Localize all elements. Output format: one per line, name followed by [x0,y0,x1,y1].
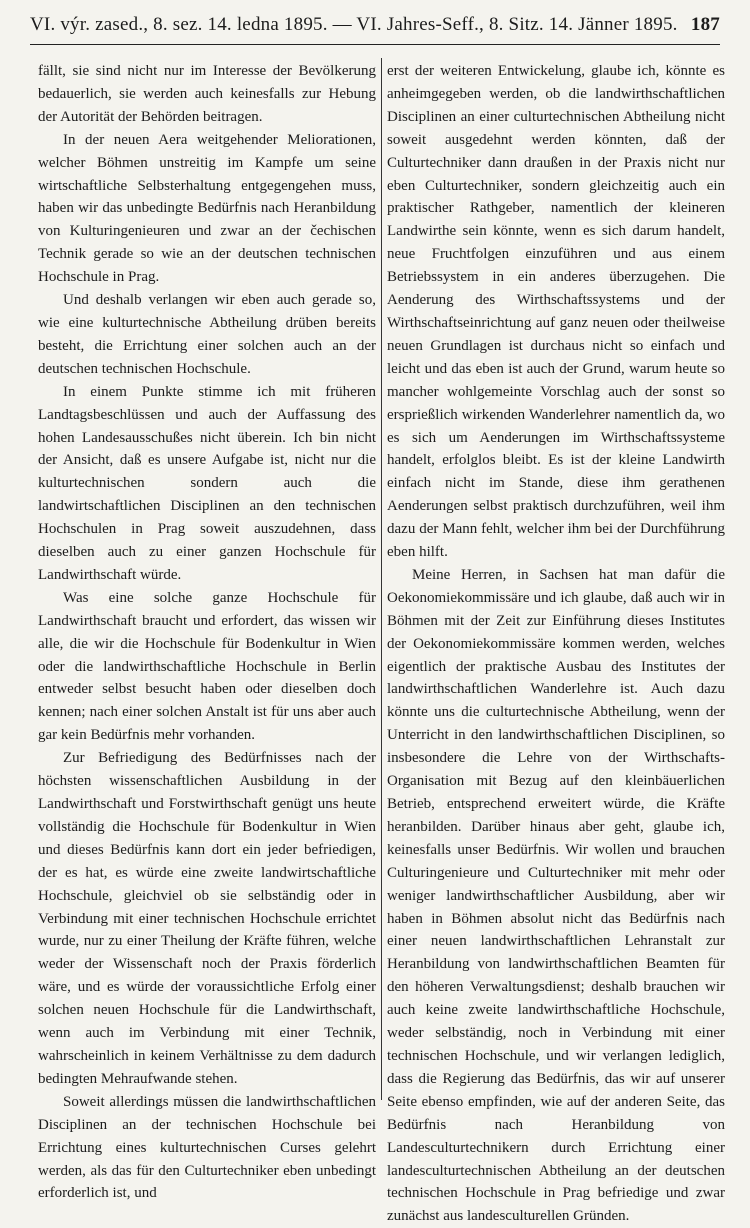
paragraph: fällt, sie sind nicht nur im Interesse der Bevölkerung bedauerlich, sie werden auch keinesfalls zur Hebung der Autorität der Behörden beitragen. [38,63,376,125]
paragraph: Zur Befriedigung des Bedürfnisses nach der höchsten wissenschaftlichen Ausbildung in der Landwirthschaft und Forstwirthschaft genügt uns heute vollständig die Hochschule für Bodenkultur in Wien und dieses Bedürfnis kann dort ein jeder befriedigen, der es hat, es würde eine zweite landwirtschaftliche Hochschule, gleichviel ob sie selbständig oder in Verbindung mit einer technischen Hochschule errichtet wurde, nur zu einer Theilung der Kräfte führen, welche weder der Wissenschaft noch der Praxis förderlich wäre, und es würde der voraussichtliche Erfolg einer solchen neuen Hochschule für die Landwirthschaft, wenn auch im Verbindung mit einer Technik, wahrscheinlich in keinem Verhältnisse zu dem dadurch bedingten Mehraufwande stehen. [38,750,376,1087]
paragraph: In der neuen Aera weitgehender Meliorationen, welcher Böhmen unstreitig im Kampfe um seine wirtschaftliche Selbsterhaltung entgegengehen muss, haben wir das unbedingte Bedürfnis nach Heranbildung von Kulturingenieuren und zwar an der čechischen Technik gerade so wie an der deutschen technischen Hochschule in Prag. [38,131,376,286]
right-column [387,60,725,1228]
paragraph: Meine Herren, in Sachsen hat man dafür die Oekonomiekommissäre und ich glaube, daß auch wir in Böhmen mit der Zeit zur Einführung dieses Institutes der Oekonomiekommissäre kommen werden, welches eigentlich der praktische Ausbau des Institutes der landwirthschaftlichen Wanderlehre ist. Auch dazu könnte uns die culturtechnische Abtheilung, wenn der Unterricht in den landwirthschaftlichen Disciplinen, so insbesondere die Lehre von der Wirthschafts-Organisation mit Bezug auf den kleinbäuerlichen Betrieb, entsprechend erweitert würde, die Kräfte heranbilden. Darüber hinaus aber geht, glaube ich, keinesfalls unser Bedürfnis. Wir wollen und brauchen Culturingenieure und Culturtechniker mit mehr oder weniger landwirthschaftlicher Ausbildung, aber wir haben in Böhmen absolut nicht das Bedürfnis nach einer neuen landwirthschaftlichen Lehranstalt zur Heranbildung von landwirthschaftlichen Beamten für den höheren Verwaltungsdienst; deshalb brauchen wir auch keine zweite landwirthschaftliche Hochschule, weder selbständig, noch in Verbindung mit einer technischen Hochschule, und wir verlangen lediglich, dass die Regierung das Bedürfnis, das wir auf unserer Seite ebenso empfinden, wie auf der anderen Seite, das Bedürfnis nach Heranbildung von Landesculturtechnikern durch Errichtung einer landesculturtechnischen Abtheilung an der deutschen technischen Hochschule in Prag befriedige und zwar zunächst aus landesculturellen Gründen. [387,566,725,1225]
paragraph: Soweit allerdings müssen die landwirthschaftlichen Disciplinen an der technischen Hochschule bei Errichtung eines kulturtechnischen Curses gelehrt werden, als das für den Culturtechniker eben unbedingt erforderlich ist, und [38,1093,376,1202]
running-header [30,10,720,40]
paragraph: Und deshalb verlangen wir eben auch gerade so, wie eine kulturtechnische Abtheilung drüben bereits besteht, die Errichtung einer solchen auch an der deutschen technischen Hochschule. [38,292,376,377]
page-number: 187 [690,14,720,35]
header-rule [30,44,720,45]
paragraph: erst der weiteren Entwickelung, glaube ich, könnte es anheimgegeben werden, ob die landwirthschaftlichen Disciplinen an einer culturtechnischen Abtheilung nicht soweit ausgedehnt werden könnten, daß der Culturtechniker dann draußen in der Praxis nicht nur eben Culturtechniker, sondern gleichzeitig auch ein praktischer Rathgeber, namentlich der kleineren Landwirthe sein könnte, wenn es sich darum handelt, neue Fruchtfolgen einzuführen und aus einem Betriebssystem in ein anderes überzugehen. Die Aenderung des Wirthschaftssystems und der Wirthschaftseinrichtung auf ganz neuen oder theilweise neuen Grundlagen ist durchaus nicht so einfach und leicht und das eben ist auch der Grund, warum heute so mancher wohlgemeinte Vorschlag auch der sonst so ersprießlich wirkenden Wanderlehrer namentlich da, wo es sich um Aenderungen im Wirthschaftssysteme handelt, erfolglos bleibt. Es ist der kleine Landwirth einfach nicht im Stande, diese ihm gerathenen Aenderungen selbst praktisch durchzuführen, weil ihm dazu der Mann fehlt, welcher ihm bei der Durchführung eben hilft. [387,63,725,561]
paragraph: Was eine solche ganze Hochschule für Landwirthschaft braucht und erfordert, das wissen wir alle, die wir die Hochschule für Bodenkultur in Wien oder die landwirthschaftliche Hochschule in Berlin entweder selbst besucht haben oder dieselben doch kennen; nach einer solchen Anstalt ist für uns aber auch gar kein Bedürfnis mehr vorhanden. [38,589,376,744]
paragraph: In einem Punkte stimme ich mit früheren Landtagsbeschlüssen und auch der Auffassung des hohen Landesausschußes nicht überein. Ich bin nicht der Ansicht, daß es unsere Aufgabe ist, nicht nur die kulturtechnischen sondern auch die landwirtschaftlichen Disciplinen an den technischen Hochschulen in Prag soweit auszudehnen, dass dieselben auch zu einer ganzen Hochschule für Landwirthschaft würde. [38,383,376,583]
header-title: VI. výr. zased., 8. sez. 14. ledna 1895. — VI. Jahres-Seff., 8. Sitz. 14. Jänner 1895. [30,14,678,35]
column-divider [381,58,382,1100]
left-column [38,60,376,1205]
